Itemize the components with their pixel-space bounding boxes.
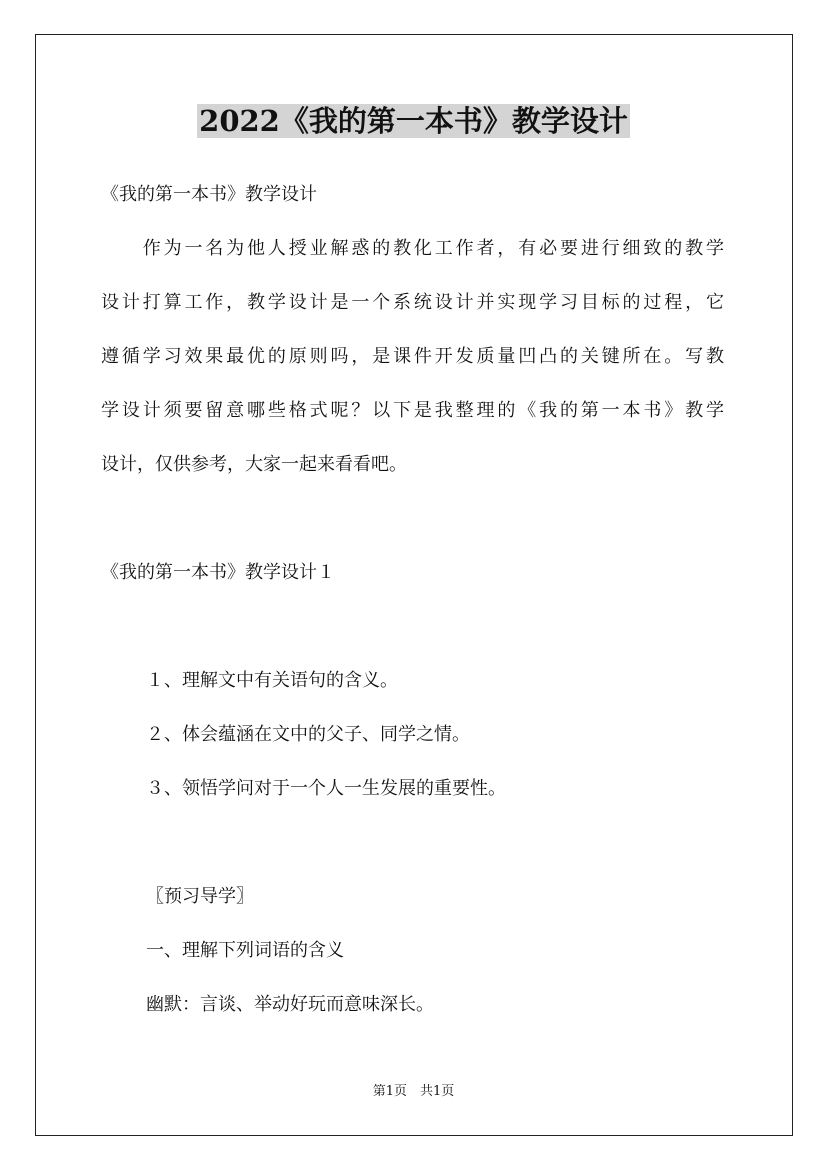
vocab-item: 幽默：言谈、举动好玩而意味深长。 [146, 994, 434, 1015]
intro-line-1: 作为一名为他人授业解惑的教化工作者，有必要进行细致的教学 [101, 238, 724, 259]
document-subtitle: 《我的第一本书》教学设计 [101, 184, 317, 205]
document-title-text: 2022《我的第一本书》教学设计 [199, 104, 628, 138]
section-heading: 《我的第一本书》教学设计１ [101, 562, 335, 583]
preview-heading: 〖预习导学〗 [146, 886, 254, 907]
intro-line-4: 学设计须要留意哪些格式呢？以下是我整理的《我的第一本书》教学 [101, 400, 724, 421]
vocab-heading: 一、理解下列词语的含义 [146, 940, 344, 961]
objective-item-2: ２、体会蕴涵在文中的父子、同学之情。 [146, 724, 470, 745]
intro-line-3: 遵循学习效果最优的原则吗，是课件开发质量凹凸的关键所在。写教 [101, 346, 724, 367]
intro-line-5: 设计，仅供参考，大家一起来看看吧。 [101, 454, 407, 475]
page-footer: 第1页 共1页 [372, 1084, 455, 1099]
objective-item-3: ３、领悟学问对于一个人一生发展的重要性。 [146, 778, 506, 799]
intro-line-2: 设计打算工作，教学设计是一个系统设计并实现学习目标的过程，它 [101, 292, 724, 313]
document-title [0, 100, 827, 142]
objective-item-1: １、理解文中有关语句的含义。 [146, 670, 398, 691]
